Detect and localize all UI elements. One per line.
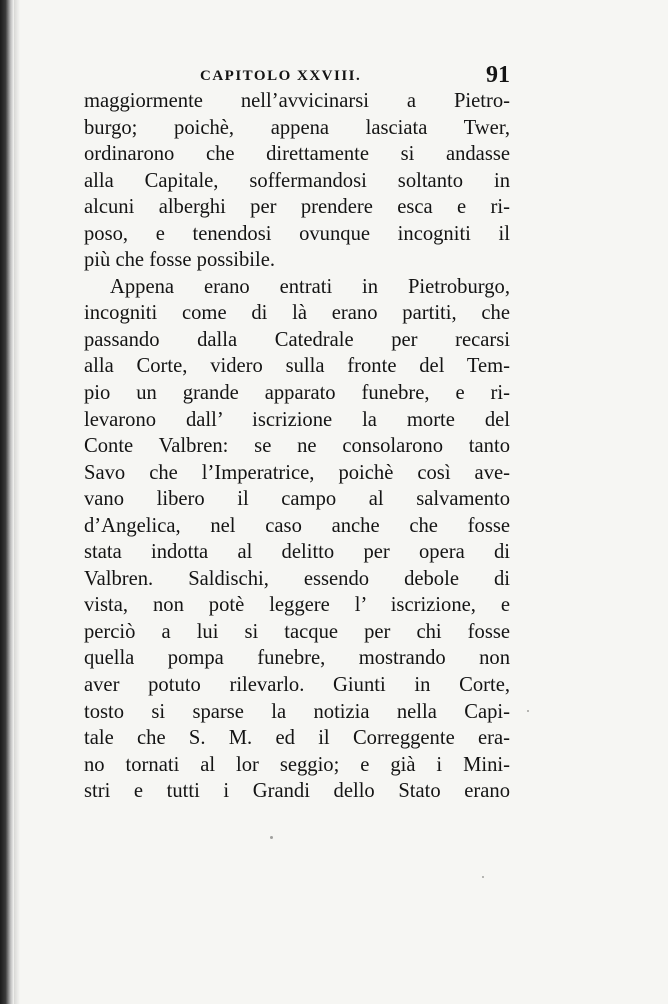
text-line: alla Corte, videro sulla fronte del Tem-: [84, 355, 510, 378]
text-line: alcuni alberghi per prendere esca e ri-: [84, 196, 510, 219]
text-line: più che fosse possibile.: [84, 249, 276, 272]
page-fold-shadow: [14, 0, 20, 1004]
paper-speck: [482, 876, 484, 878]
text-line: alla Capitale, soffermandosi soltanto in: [84, 169, 510, 192]
body-text: [84, 88, 510, 805]
text-line: aver potuto rilevarlo. Giunti in Corte,: [84, 674, 510, 697]
text-line: d’Angelica, nel caso anche che fosse: [84, 514, 510, 537]
text-line: Savo che l’Imperatrice, poichè così ave-: [84, 461, 510, 484]
paper-speck: [527, 710, 529, 712]
text-line: passando dalla Catedrale per recarsi: [84, 328, 510, 351]
text-line: maggiormente nell’avvicinarsi a Pietro-: [84, 90, 510, 112]
text-line: burgo; poichè, appena lasciata Twer,: [84, 116, 510, 139]
text-line: incogniti come di là erano partiti, che: [84, 302, 510, 325]
text-line: vista, non potè leggere l’ iscrizione, e: [84, 594, 510, 617]
chapter-heading: CAPITOLO XXVIII.: [200, 68, 362, 84]
text-line: tale che S. M. ed il Correggente era-: [84, 727, 510, 750]
text-line: tosto si sparse la notizia nella Capi-: [84, 700, 510, 723]
text-line: no tornati al lor seggio; e già i Mini-: [84, 753, 510, 776]
text-line: quella pompa funebre, mostrando non: [84, 647, 510, 670]
text-line: stri e tutti i Grandi dello Stato erano: [84, 780, 510, 803]
text-line: perciò a lui si tacque per chi fosse: [84, 620, 510, 643]
page-binding-edge: [0, 0, 14, 1004]
text-line: vano libero il campo al salvamento: [84, 488, 510, 511]
text-line: Valbren. Saldischi, essendo debole di: [84, 567, 510, 590]
text-line: levarono dall’ iscrizione la morte del: [84, 408, 510, 431]
text-line: poso, e tenendosi ovunque incogniti il: [84, 222, 510, 245]
text-line: ordinarono che direttamente si andasse: [84, 143, 510, 166]
text-line: stata indotta al delitto per opera di: [84, 541, 510, 564]
text-line: Conte Valbren: se ne consolarono tanto: [84, 435, 510, 458]
text-line: pio un grande apparato funebre, e ri-: [84, 382, 510, 405]
paper-speck: [270, 836, 273, 839]
paragraph-start-line: Appena erano entrati in Pietroburgo,: [110, 275, 510, 298]
page-number: 91: [486, 62, 510, 88]
